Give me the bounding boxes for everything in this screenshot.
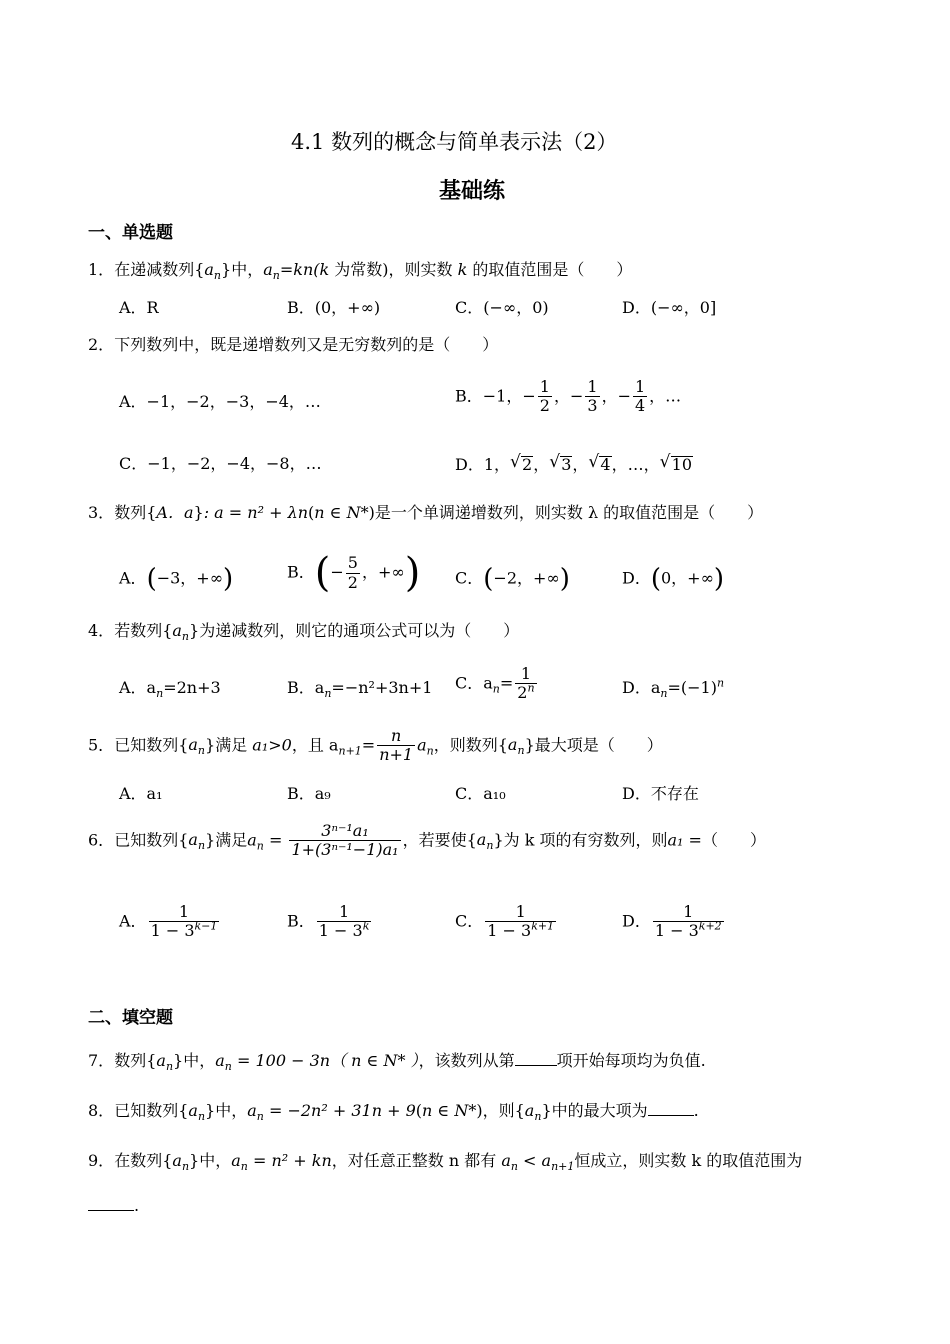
q5-option-a[interactable]: A．a₁ [119, 784, 163, 803]
question-2: 2．下列数列中，既是递增数列又是无穷数列的是（ ） [88, 335, 499, 354]
question-3: 3．数列{A．a}: a = n² + λn(n ∈ N*)是一个单调递增数列，则实数 λ 的取值范围是（ ） [88, 503, 764, 522]
q4-option-b[interactable]: B．$a_n=-n^2+3n+1$ [287, 678, 433, 701]
q6-option-d[interactable]: D． $\frac{1}{1 - 3^{k+2}}$ [622, 902, 722, 941]
q2-option-d[interactable]: D．1，√ 2，√ 3，√ 4，…，√ 10 [455, 456, 693, 473]
q3-option-b[interactable]: B．(− $\frac{5}{2}$ ，+∞) [287, 550, 421, 596]
section-fill-blank: 二、填空题 [88, 1008, 173, 1028]
q4-option-c[interactable]: C．$a_n=$ $\frac{1}{2^n}$ [455, 664, 535, 703]
question-1: 1．在递减数列$\{a_n\}$中，$a_n=kn(k$ 为常数)，则实数 k 的取值范围是（ ） [88, 260, 633, 283]
q6-option-a[interactable]: A． $\frac{1}{1 - 3^{k-1}}$ [119, 902, 218, 941]
question-7: 7．数列$\{a_n\}$中，$a_n = 100 - 3n$（ n ∈ N* ），该数列从第 项开始每项均为负值. [88, 1051, 706, 1074]
q8-blank[interactable] [648, 1115, 694, 1116]
q1-option-b[interactable]: B．(0，+∞) [287, 298, 381, 317]
q9-answer-line: . [88, 1198, 139, 1214]
q6-option-c[interactable]: C． $\frac{1}{1 - 3^{k+1}}$ [455, 902, 555, 941]
q3-option-c[interactable]: C．(−2，+∞) [455, 564, 570, 594]
q9-blank[interactable] [88, 1210, 134, 1211]
q5-option-c[interactable]: C．a₁₀ [455, 784, 506, 803]
q3-option-d[interactable]: D．(0，+∞) [622, 564, 725, 594]
q2-option-c[interactable]: C．−1，−2，−4，−8，… [119, 454, 322, 473]
question-8: 8．已知数列$\{a_n\}$中，$a_n = -2n^2 + 31n + 9(n$ ∈ N*)，则$\{a_n\}$中的最大项为 . [88, 1101, 699, 1124]
q2-option-b[interactable]: B．−1，− $\frac{1}{2}$ ，− $\frac{1}{3}$ ，− $\frac{1}{4}$ ，… [455, 377, 682, 416]
q5-option-d[interactable]: D．不存在 [622, 784, 699, 803]
page-title: 4.1 数列的概念与简单表示法（2） [291, 130, 618, 154]
q1-option-d[interactable]: D．(−∞，0] [622, 298, 717, 317]
q4-option-d[interactable]: D．$a_n=(-1)^n$ [622, 676, 725, 701]
q2-option-a[interactable]: A．−1，−2，−3，−4，… [119, 392, 321, 411]
q1-option-a[interactable]: A．R [119, 298, 159, 317]
q5-option-b[interactable]: B．a₉ [287, 784, 331, 803]
q6-option-b[interactable]: B． $\frac{1}{1 - 3^k}$ [287, 902, 370, 941]
question-4: 4．若数列$\{a_n\}$为递减数列，则它的通项公式可以为（ ） [88, 621, 520, 644]
q1-option-c[interactable]: C．(−∞，0) [455, 298, 549, 317]
q7-blank[interactable] [515, 1065, 557, 1066]
q3-option-a[interactable]: A．(−3，+∞) [119, 564, 234, 594]
question-9: 9．在数列$\{a_n\}$中，$a_n = n^2$ + kn，对任意正整数 n 都有 $a_n < a_{n+1}$恒成立，则实数 k 的取值范围为 [88, 1151, 803, 1174]
page-subtitle: 基础练 [439, 178, 506, 204]
question-6: 6．已知数列$\{a_n\}$满足$a_n$ = $\frac{\text{3ⁿ⁻¹a₁}}{\text{1+(3ⁿ⁻¹−1)a₁}}$ ，若要使$\{a_n\}$为 k 项的有穷数列，则a₁ =（ ） [88, 821, 766, 860]
q4-option-a[interactable]: A．$a_n=2n+3$ [119, 678, 221, 701]
question-5: 5．已知数列$\{a_n\}$满足 a₁>0，且 $a_{n+1}=$ $\frac{n}{n+1}$ $a_n$，则数列$\{a_n\}$最大项是（ ） [88, 726, 663, 765]
section-single-choice: 一、单选题 [88, 223, 173, 243]
